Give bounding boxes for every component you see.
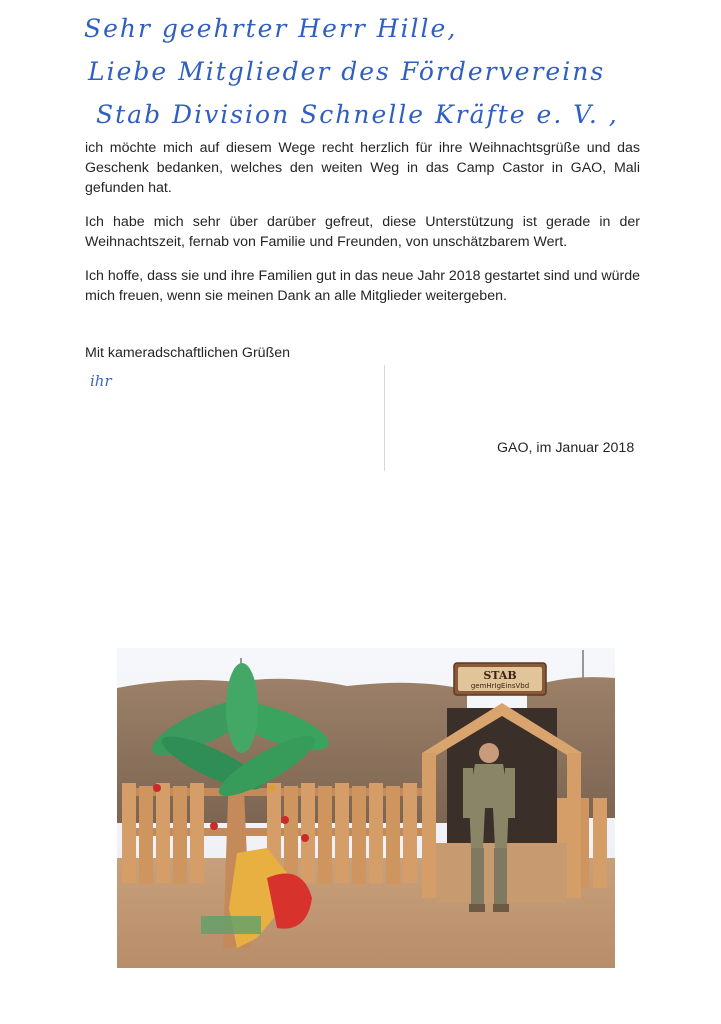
paragraph-3: Ich hoffe, dass sie und ihre Familien gut in das neue Jahr 2018 gestartet sind und würde mich freuen, wenn sie meinen Dank an alle Mitglieder weitergeben. <box>85 268 640 304</box>
fold-line <box>384 365 385 471</box>
closing-line: Mit kameradschaftlichen Grüßen <box>85 345 291 361</box>
sign-title: STAB <box>483 669 517 682</box>
sign-subtitle: gemHrIgEinsVbd <box>470 682 530 690</box>
stab-sign <box>454 663 546 695</box>
letter-body <box>85 138 640 320</box>
paragraph-2: Ich habe mich sehr über darüber gefreut, diese Unterstützung ist gerade in der Weihnachtszeit, fernab von Familie und Freunden, von unschätzbarem Wert. <box>85 214 640 250</box>
salutation-line-1: Sehr geehrter Herr Hille, <box>84 14 458 43</box>
place-date: GAO, im Januar 2018 <box>497 440 635 456</box>
signature: ihr <box>90 372 112 390</box>
salutation-line-3: Stab Division Schnelle Kräfte e. V. , <box>96 100 619 129</box>
paragraph-1: ich möchte mich auf diesem Wege recht herzlich für ihre Weihnachtsgrüße und das Geschenk bedanken, welches den weiten Weg in das Camp Castor in GAO, Mali gefunden hat. <box>85 140 640 196</box>
salutation-line-2: Liebe Mitglieder des Fördervereins <box>88 57 606 86</box>
camp-photo <box>117 648 615 968</box>
